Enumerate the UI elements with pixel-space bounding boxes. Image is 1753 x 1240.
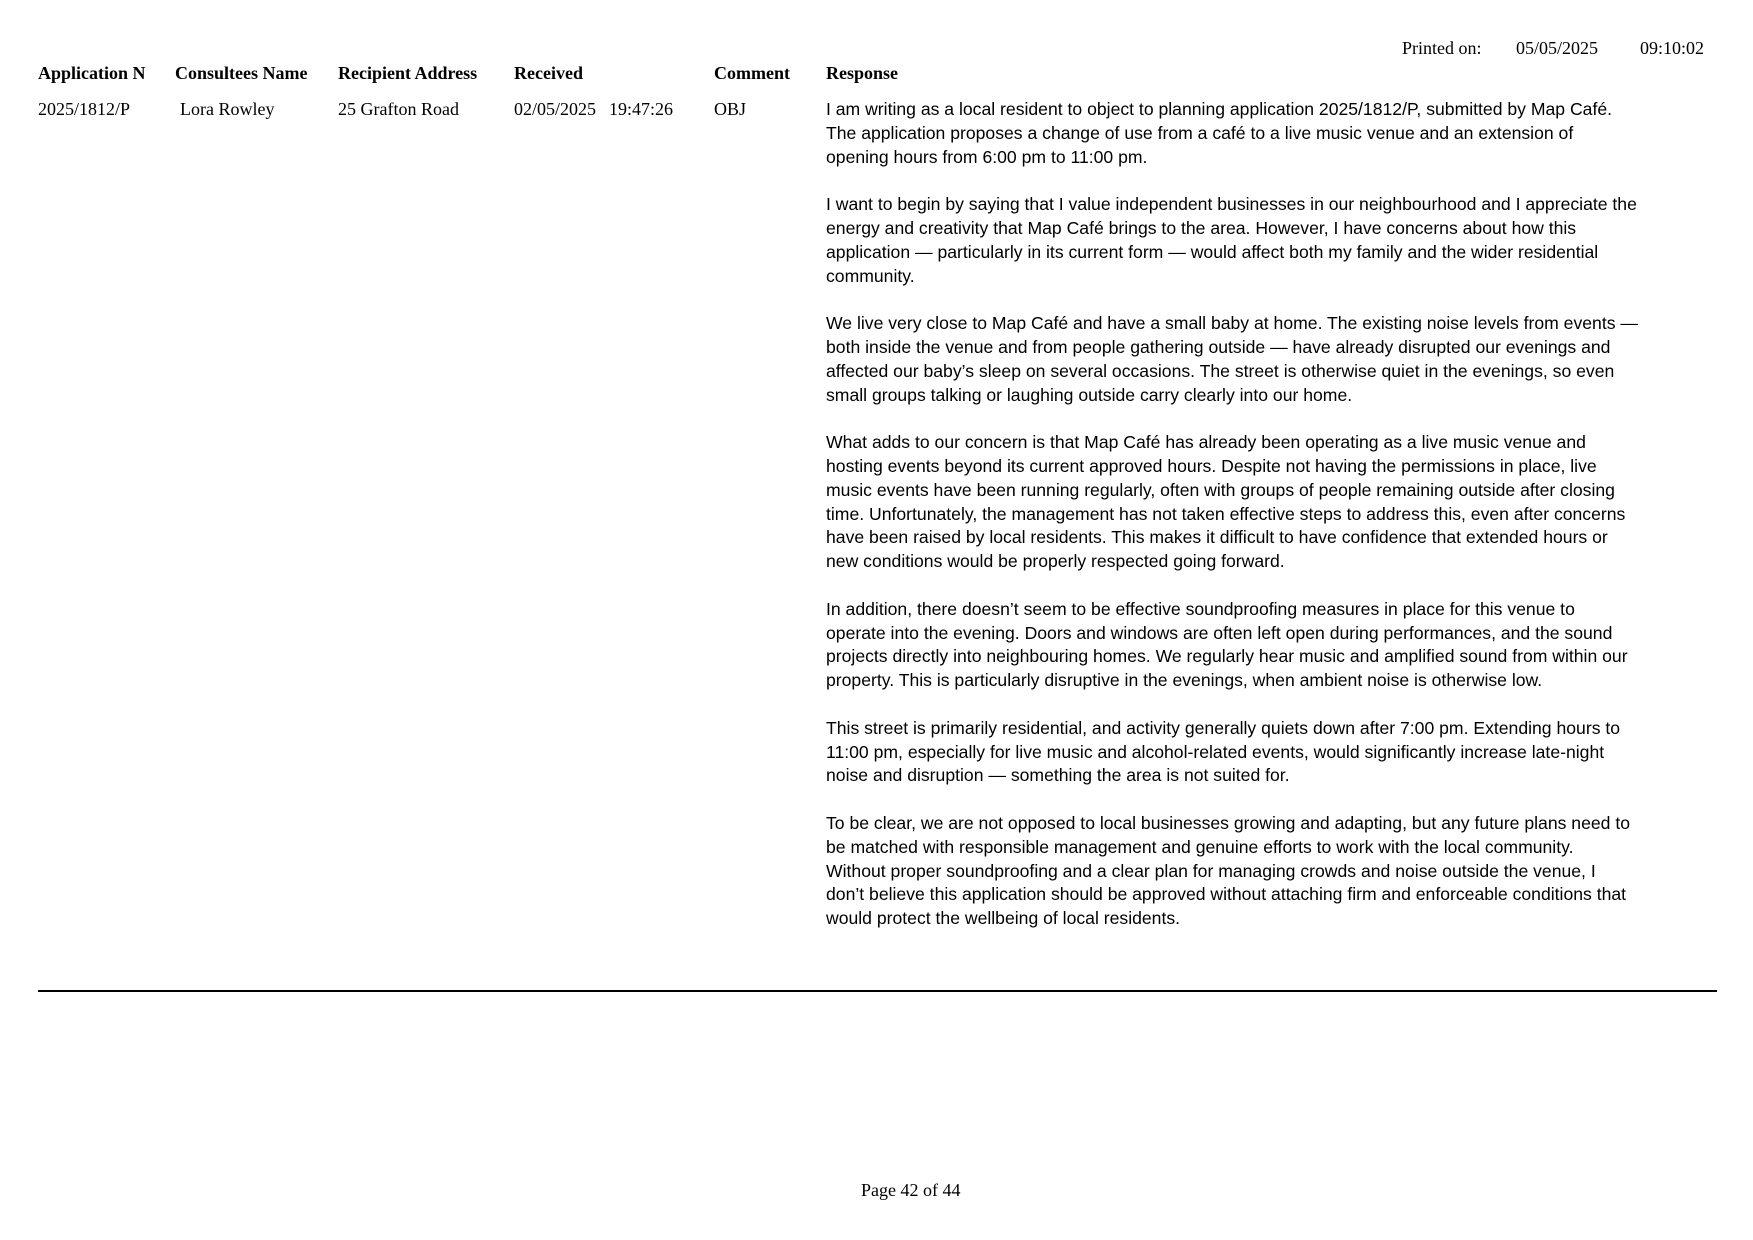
header-consultees-name: Consultees Name (175, 63, 308, 83)
cell-application-number: 2025/1812/P (38, 99, 131, 119)
printed-on-label: Printed on: (1402, 38, 1482, 58)
response-paragraph: I want to begin by saying that I value independent businesses in our neighbourhood and I appreciate the energy and creativity that Map Café brings to the area. However, I have concerns about how this application — particularly in its current form — would affect both my family and the wider residential community. (826, 194, 1637, 286)
cell-recipient-address: 25 Grafton Road (338, 99, 459, 119)
response-paragraph: In addition, there doesn’t seem to be effective soundproofing measures in place for this venue to operate into the evening. Doors and windows are often left open during performances, and the sound projects directly into neighbouring homes. We regularly hear music and amplified sound from within our property. This is particularly disruptive in the evenings, when ambient noise is otherwise low. (826, 598, 1628, 691)
response-paragraph: To be clear, we are not opposed to local businesses growing and adapting, but any future plans need to be matched with responsible management and genuine efforts to work with the local community. Without proper soundproofing and a clear plan for managing crowds and noise outside the venue, I don’t believe this application should be approved without attaching firm and enforceable conditions that would protect the wellbeing of local residents. (826, 812, 1630, 929)
page-number: Page 42 of 44 (861, 1180, 961, 1200)
header-received: Received (514, 63, 583, 83)
response-paragraph: I am writing as a local resident to object to planning application 2025/1812/P, submitted by Map Café. The application proposes a change of use from a café to a live music venue and an extension of opening hours from 6:00 pm to 11:00 pm. (826, 99, 1613, 167)
header-comment: Comment (714, 63, 790, 83)
cell-response (826, 98, 1638, 931)
printed-time: 09:10:02 (1640, 38, 1705, 58)
cell-received-date: 02/05/2025 (514, 99, 597, 119)
response-paragraph: What adds to our concern is that Map Café has already been operating as a live music venue and hosting events beyond its current approved hours. Despite not having the permissions in place, live music events have been running regularly, often with groups of people remaining outside after closing time. Unfortunately, the management has not taken effective steps to address this, even after concerns have been raised by local residents. This makes it difficult to have confidence that extended hours or new conditions would be properly respected going forward. (826, 432, 1626, 572)
response-paragraph: We live very close to Map Café and have a small baby at home. The existing noise levels from events — both inside the venue and from people gathering outside — have already disrupted our evenings and affected our baby’s sleep on several occasions. The street is otherwise quiet in the evenings, so even small groups talking or laughing outside carry clearly into our home. (826, 313, 1638, 405)
row-divider (38, 990, 1717, 992)
cell-consultee-name: Lora Rowley (180, 99, 275, 119)
cell-comment: OBJ (714, 99, 747, 119)
header-application-number: Application N (38, 63, 146, 83)
cell-received-time: 19:47:26 (609, 99, 674, 119)
response-paragraph: This street is primarily residential, and activity generally quiets down after 7:00 pm. Extending hours to 11:00 pm, especially for live music and alcohol-related events, would significantly increase late-night noise and disruption — something the area is not suited for. (826, 717, 1621, 786)
header-response: Response (826, 63, 899, 83)
header-recipient-address: Recipient Address (338, 63, 478, 83)
printed-date: 05/05/2025 (1516, 38, 1599, 58)
